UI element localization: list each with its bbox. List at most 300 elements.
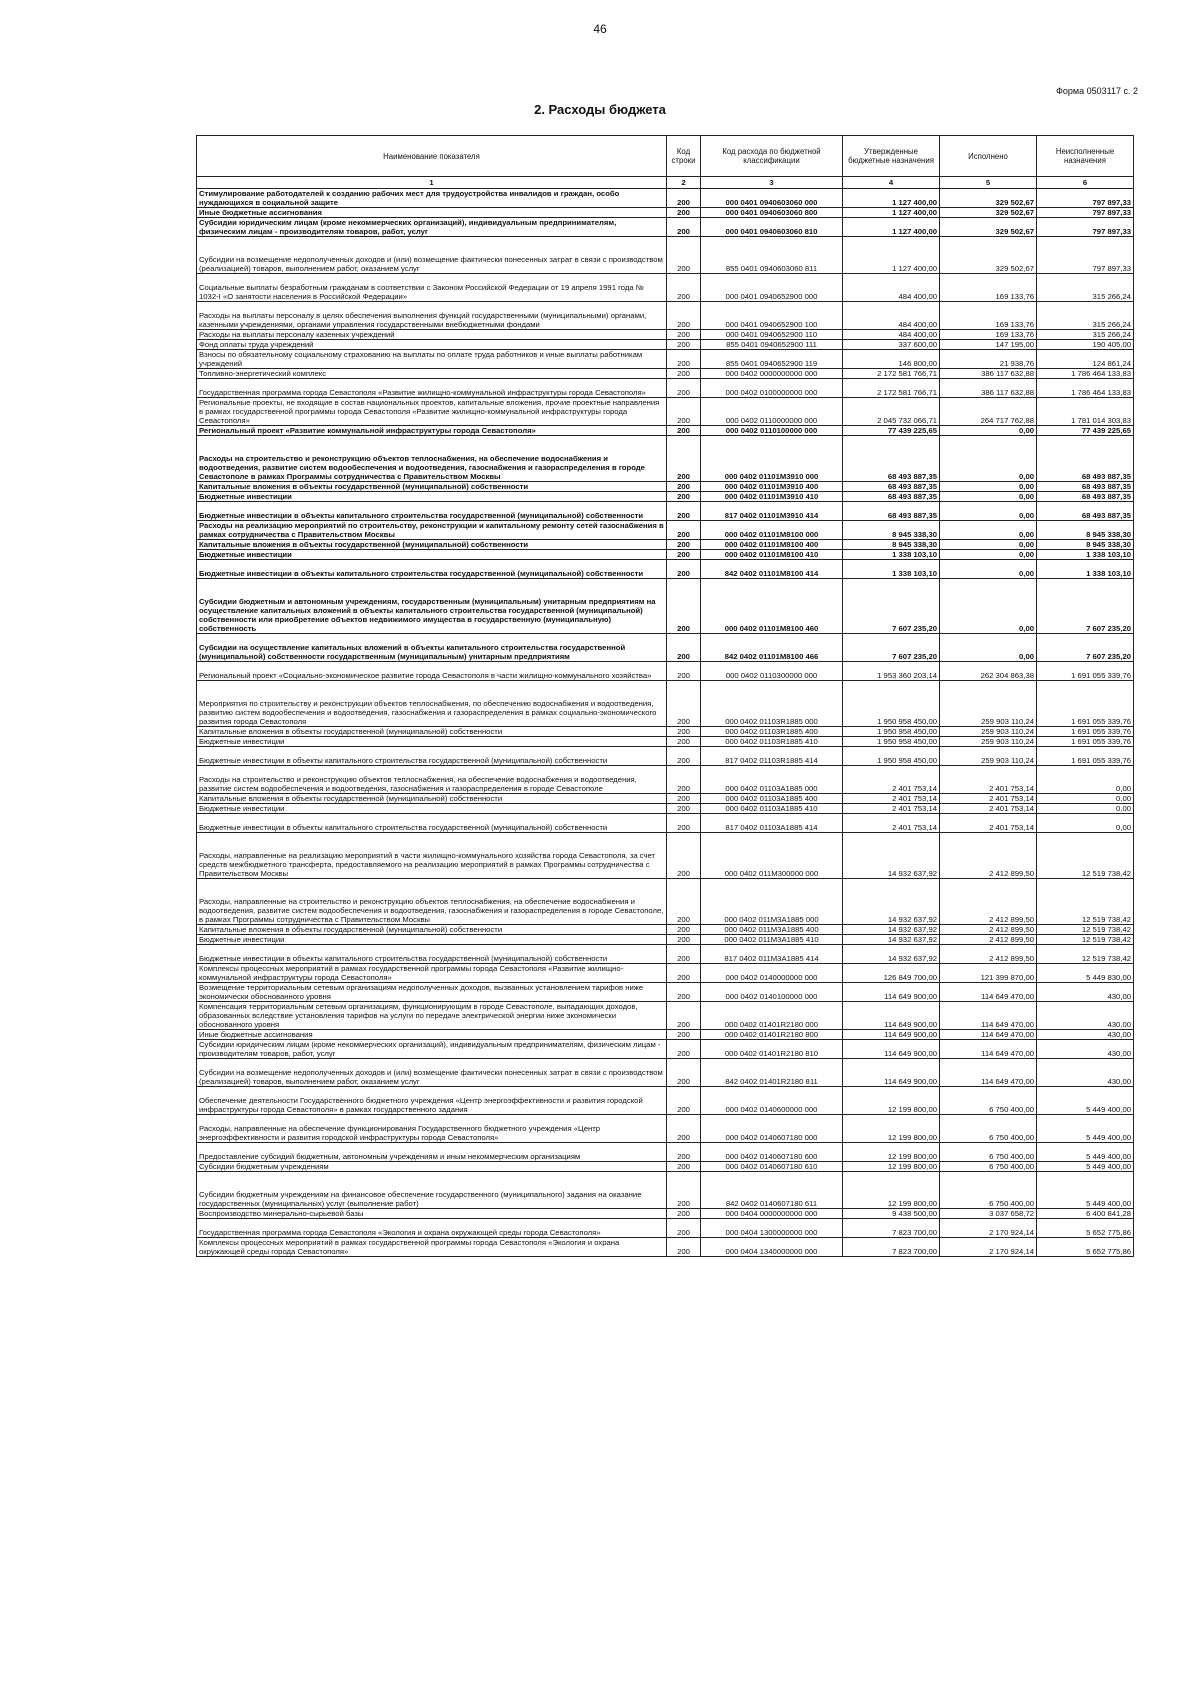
row-unexecuted-cell: 5 449 400,00 xyxy=(1037,1115,1134,1143)
row-unexecuted-cell: 1 781 014 303,83 xyxy=(1037,398,1134,426)
row-name-cell: Региональный проект «Развитие коммунальной инфраструктуры города Севастополя» xyxy=(197,426,667,436)
row-line-code-cell: 200 xyxy=(667,727,701,737)
table-row xyxy=(197,208,1134,218)
row-approved-cell: 484 400,00 xyxy=(843,274,940,302)
table-row xyxy=(197,1238,1134,1257)
table-row xyxy=(197,330,1134,340)
row-approved-cell: 7 607 235,20 xyxy=(843,634,940,662)
row-executed-cell: 114 649 470,00 xyxy=(940,1030,1037,1040)
row-approved-cell: 2 045 732 066,71 xyxy=(843,398,940,426)
row-unexecuted-cell: 430,00 xyxy=(1037,1030,1134,1040)
row-expense-code-cell: 000 0402 01103А1885 400 xyxy=(701,794,843,804)
row-name-cell: Бюджетные инвестиции xyxy=(197,550,667,560)
row-expense-code-cell: 855 0401 0940603060 811 xyxy=(701,237,843,274)
row-expense-code-cell: 000 0402 01101М8100 460 xyxy=(701,579,843,634)
row-executed-cell: 0,00 xyxy=(940,521,1037,540)
row-line-code-cell: 200 xyxy=(667,189,701,208)
row-name-cell: Субсидии бюджетным учреждениям xyxy=(197,1162,667,1172)
table-row xyxy=(197,398,1134,426)
row-executed-cell: 114 649 470,00 xyxy=(940,1040,1037,1059)
row-line-code-cell: 200 xyxy=(667,814,701,833)
table-row xyxy=(197,350,1134,369)
row-line-code-cell: 200 xyxy=(667,804,701,814)
table-row xyxy=(197,1219,1134,1238)
row-line-code-cell: 200 xyxy=(667,925,701,935)
row-approved-cell: 1 127 400,00 xyxy=(843,218,940,237)
row-executed-cell: 6 750 400,00 xyxy=(940,1115,1037,1143)
row-line-code-cell: 200 xyxy=(667,560,701,579)
row-expense-code-cell: 000 0402 01101М8100 000 xyxy=(701,521,843,540)
row-approved-cell: 1 127 400,00 xyxy=(843,237,940,274)
row-unexecuted-cell: 430,00 xyxy=(1037,1002,1134,1030)
row-approved-cell: 114 649 900,00 xyxy=(843,983,940,1002)
row-name-cell: Субсидии бюджетным и автономным учреждениям, государственным (муниципальным) унитарным предприятиям на осуществление капитальных вложений в объекты капитального строительства государственной (муниципальной) собственности или приобретение объектов недвижимого имущества в государственную (муниципальную) собственность xyxy=(197,579,667,634)
row-unexecuted-cell: 797 897,33 xyxy=(1037,237,1134,274)
row-executed-cell: 169 133,76 xyxy=(940,274,1037,302)
row-approved-cell: 1 950 958 450,00 xyxy=(843,737,940,747)
row-approved-cell: 1 950 958 450,00 xyxy=(843,727,940,737)
row-line-code-cell: 200 xyxy=(667,482,701,492)
row-executed-cell: 329 502,67 xyxy=(940,189,1037,208)
row-unexecuted-cell: 430,00 xyxy=(1037,983,1134,1002)
row-name-cell: Бюджетные инвестиции в объекты капитального строительства государственной (муниципальной) собственности xyxy=(197,814,667,833)
row-line-code-cell: 200 xyxy=(667,1143,701,1162)
row-line-code-cell: 200 xyxy=(667,1040,701,1059)
row-expense-code-cell: 000 0402 01103А1885 410 xyxy=(701,804,843,814)
row-expense-code-cell: 000 0402 011М3А1885 000 xyxy=(701,879,843,925)
row-expense-code-cell: 817 0402 01103R1885 414 xyxy=(701,747,843,766)
row-approved-cell: 68 493 887,35 xyxy=(843,436,940,482)
row-name-cell: Бюджетные инвестиции xyxy=(197,492,667,502)
row-name-cell: Капитальные вложения в объекты государственной (муниципальной) собственности xyxy=(197,794,667,804)
row-executed-cell: 0,00 xyxy=(940,426,1037,436)
row-unexecuted-cell: 8 945 338,30 xyxy=(1037,521,1134,540)
header-executed: Исполнено xyxy=(940,136,1037,177)
table-row xyxy=(197,521,1134,540)
row-approved-cell: 12 199 800,00 xyxy=(843,1087,940,1115)
row-unexecuted-cell: 1 786 464 133,83 xyxy=(1037,369,1134,379)
table-row xyxy=(197,492,1134,502)
header-line-code: Код строки xyxy=(667,136,701,177)
row-approved-cell: 12 199 800,00 xyxy=(843,1162,940,1172)
row-expense-code-cell: 817 0402 011М3А1885 414 xyxy=(701,945,843,964)
row-line-code-cell: 200 xyxy=(667,350,701,369)
row-unexecuted-cell: 0,00 xyxy=(1037,814,1134,833)
row-executed-cell: 2 412 899,50 xyxy=(940,945,1037,964)
row-executed-cell: 2 401 753,14 xyxy=(940,766,1037,794)
table-row xyxy=(197,302,1134,330)
row-name-cell: Расходы, направленные на обеспечение функционирования Государственного бюджетного учреждения «Центр энергоэффективности и развития городской инфраструктуры города Севастополя» xyxy=(197,1115,667,1143)
row-expense-code-cell: 000 0402 0140600000 000 xyxy=(701,1087,843,1115)
row-line-code-cell: 200 xyxy=(667,274,701,302)
row-name-cell: Расходы на выплаты персоналу казенных учреждений xyxy=(197,330,667,340)
row-executed-cell: 169 133,76 xyxy=(940,330,1037,340)
expenses-table xyxy=(196,135,1134,1257)
table-row xyxy=(197,189,1134,208)
row-executed-cell: 121 399 870,00 xyxy=(940,964,1037,983)
row-executed-cell: 114 649 470,00 xyxy=(940,1002,1037,1030)
row-unexecuted-cell: 1 786 464 133,83 xyxy=(1037,379,1134,398)
header-approved: Утвержденные бюджетные назначения xyxy=(843,136,940,177)
row-unexecuted-cell: 1 691 055 339,76 xyxy=(1037,662,1134,681)
row-name-cell: Капитальные вложения в объекты государственной (муниципальной) собственности xyxy=(197,727,667,737)
row-expense-code-cell: 000 0402 0110100000 000 xyxy=(701,426,843,436)
table-row xyxy=(197,1143,1134,1162)
row-expense-code-cell: 000 0402 01103R1885 400 xyxy=(701,727,843,737)
row-approved-cell: 1 950 958 450,00 xyxy=(843,681,940,727)
table-row xyxy=(197,833,1134,879)
row-unexecuted-cell: 430,00 xyxy=(1037,1040,1134,1059)
page-number: 46 xyxy=(593,22,607,36)
row-name-cell: Региональные проекты, не входящие в состав национальных проектов, капитальные вложения, прочие проектные направления в рамках государственной программы города Севастополя «Развитие жилищно-коммунальной инфраструктуры города Севастополя» xyxy=(197,398,667,426)
row-unexecuted-cell: 190 405,00 xyxy=(1037,340,1134,350)
row-approved-cell: 1 950 958 450,00 xyxy=(843,747,940,766)
row-unexecuted-cell: 430,00 xyxy=(1037,1059,1134,1087)
table-header-row xyxy=(197,136,1134,177)
row-executed-cell: 0,00 xyxy=(940,502,1037,521)
row-expense-code-cell: 000 0402 01103R1885 000 xyxy=(701,681,843,727)
row-line-code-cell: 200 xyxy=(667,550,701,560)
row-approved-cell: 337 600,00 xyxy=(843,340,940,350)
row-line-code-cell: 200 xyxy=(667,398,701,426)
row-expense-code-cell: 000 0402 01101М3910 000 xyxy=(701,436,843,482)
row-name-cell: Социальные выплаты безработным гражданам в соответствии с Законом Российской Федерации от 19 апреля 1991 года № 1032-I «О занятости населения в Российской Федерации» xyxy=(197,274,667,302)
row-unexecuted-cell: 1 338 103,10 xyxy=(1037,550,1134,560)
row-name-cell: Расходы, направленные на строительство и реконструкцию объектов теплоснабжения, на обеспечение водоснабжения и водоотведения, развитие систем водообеспечения и водоотведения, газоснабжения и газораспределения в городе Севастополе, в рамках Программы сотрудничества с Правительством Москвы xyxy=(197,879,667,925)
row-line-code-cell: 200 xyxy=(667,1162,701,1172)
row-line-code-cell: 200 xyxy=(667,218,701,237)
row-expense-code-cell: 855 0401 0940652900 119 xyxy=(701,350,843,369)
row-unexecuted-cell: 5 449 400,00 xyxy=(1037,1162,1134,1172)
row-executed-cell: 386 117 632,88 xyxy=(940,379,1037,398)
row-line-code-cell: 200 xyxy=(667,983,701,1002)
row-approved-cell: 1 127 400,00 xyxy=(843,208,940,218)
row-name-cell: Бюджетные инвестиции в объекты капитального строительства государственной (муниципальной) собственности xyxy=(197,945,667,964)
row-executed-cell: 147 195,00 xyxy=(940,340,1037,350)
row-expense-code-cell: 000 0401 0940603060 000 xyxy=(701,189,843,208)
table-row xyxy=(197,579,1134,634)
row-line-code-cell: 200 xyxy=(667,426,701,436)
table-row xyxy=(197,925,1134,935)
row-executed-cell: 21 938,76 xyxy=(940,350,1037,369)
row-approved-cell: 7 823 700,00 xyxy=(843,1219,940,1238)
row-unexecuted-cell: 0,00 xyxy=(1037,804,1134,814)
row-unexecuted-cell: 5 449 400,00 xyxy=(1037,1172,1134,1209)
row-name-cell: Расходы на строительство и реконструкцию объектов теплоснабжения, на обеспечение водоснабжения и водоотведения, развитие систем водообеспечения и водоотведения, газоснабжения и газораспределения в городе Севастополе xyxy=(197,766,667,794)
row-approved-cell: 2 401 753,14 xyxy=(843,766,940,794)
row-name-cell: Капитальные вложения в объекты государственной (муниципальной) собственности xyxy=(197,540,667,550)
column-number-row xyxy=(197,177,1134,189)
row-expense-code-cell: 000 0402 01401R2180 810 xyxy=(701,1040,843,1059)
row-line-code-cell: 200 xyxy=(667,737,701,747)
row-name-cell: Расходы, направленные на реализацию мероприятий в части жилищно-коммунального хозяйства города Севастополя, за счет средств межбюджетного трансферта, предоставляемого на реализацию мероприятий в рамках Программы сотрудничества с Правительством Москвы xyxy=(197,833,667,879)
row-name-cell: Субсидии бюджетным учреждениям на финансовое обеспечение государственного (муниципального) задания на оказание государственных (муниципальных) услуг (выполнение работ) xyxy=(197,1172,667,1209)
row-approved-cell: 14 932 637,92 xyxy=(843,925,940,935)
row-unexecuted-cell: 5 449 830,00 xyxy=(1037,964,1134,983)
row-executed-cell: 2 412 899,50 xyxy=(940,879,1037,925)
row-expense-code-cell: 000 0402 0110300000 000 xyxy=(701,662,843,681)
row-name-cell: Субсидии на осуществление капитальных вложений в объекты капитального строительства государственной (муниципальной) собственности государственным (муниципальным) унитарным предприятиям xyxy=(197,634,667,662)
row-name-cell: Мероприятия по строительству и реконструкции объектов теплоснабжения, по обеспечению водоснабжения и водоотведения, развитию систем водообеспечения и водоотведения, газоснабжения и газораспределения в рамках социально-экономического развития города Севастополя xyxy=(197,681,667,727)
row-unexecuted-cell: 7 607 235,20 xyxy=(1037,634,1134,662)
row-expense-code-cell: 000 0402 0140607180 610 xyxy=(701,1162,843,1172)
table-row xyxy=(197,502,1134,521)
table-row xyxy=(197,935,1134,945)
table-row xyxy=(197,662,1134,681)
row-approved-cell: 68 493 887,35 xyxy=(843,492,940,502)
row-approved-cell: 2 401 753,14 xyxy=(843,804,940,814)
row-line-code-cell: 200 xyxy=(667,1087,701,1115)
table-row xyxy=(197,814,1134,833)
row-line-code-cell: 200 xyxy=(667,208,701,218)
row-line-code-cell: 200 xyxy=(667,945,701,964)
row-name-cell: Бюджетные инвестиции xyxy=(197,935,667,945)
row-expense-code-cell: 000 0401 0940603060 800 xyxy=(701,208,843,218)
header-expense-code: Код расхода по бюджетной классификации xyxy=(701,136,843,177)
row-line-code-cell: 200 xyxy=(667,340,701,350)
table-row xyxy=(197,634,1134,662)
row-unexecuted-cell: 797 897,33 xyxy=(1037,189,1134,208)
table-row xyxy=(197,560,1134,579)
row-expense-code-cell: 000 0404 1340000000 000 xyxy=(701,1238,843,1257)
row-approved-cell: 7 823 700,00 xyxy=(843,1238,940,1257)
row-name-cell: Обеспечение деятельности Государственного бюджетного учреждения «Центр энергоэффективности и развития городской инфраструктуры города Севастополя» в рамках государственного задания xyxy=(197,1087,667,1115)
row-expense-code-cell: 000 0402 01103А1885 000 xyxy=(701,766,843,794)
row-executed-cell: 0,00 xyxy=(940,550,1037,560)
column-number: 3 xyxy=(701,177,843,189)
row-expense-code-cell: 000 0401 0940652900 110 xyxy=(701,330,843,340)
row-expense-code-cell: 842 0402 01401R2180 811 xyxy=(701,1059,843,1087)
row-executed-cell: 2 401 753,14 xyxy=(940,804,1037,814)
row-executed-cell: 0,00 xyxy=(940,634,1037,662)
row-name-cell: Субсидии на возмещение недополученных доходов и (или) возмещение фактически понесенных затрат в связи с производством (реализацией) товаров, выполнением работ, оказанием услуг xyxy=(197,1059,667,1087)
row-executed-cell: 2 170 924,14 xyxy=(940,1219,1037,1238)
row-executed-cell: 0,00 xyxy=(940,436,1037,482)
row-unexecuted-cell: 6 400 841,28 xyxy=(1037,1209,1134,1219)
row-unexecuted-cell: 12 519 738,42 xyxy=(1037,935,1134,945)
row-expense-code-cell: 000 0402 0140100000 000 xyxy=(701,983,843,1002)
row-executed-cell: 259 903 110,24 xyxy=(940,747,1037,766)
row-line-code-cell: 200 xyxy=(667,237,701,274)
row-expense-code-cell: 000 0402 01101М8100 400 xyxy=(701,540,843,550)
column-number: 6 xyxy=(1037,177,1134,189)
column-number: 4 xyxy=(843,177,940,189)
row-line-code-cell: 200 xyxy=(667,502,701,521)
row-unexecuted-cell: 12 519 738,42 xyxy=(1037,833,1134,879)
row-approved-cell: 14 932 637,92 xyxy=(843,945,940,964)
row-unexecuted-cell: 315 266,24 xyxy=(1037,274,1134,302)
table-row xyxy=(197,1002,1134,1030)
table-row xyxy=(197,426,1134,436)
table-row xyxy=(197,379,1134,398)
row-line-code-cell: 200 xyxy=(667,521,701,540)
row-approved-cell: 14 932 637,92 xyxy=(843,935,940,945)
row-executed-cell: 6 750 400,00 xyxy=(940,1087,1037,1115)
table-row xyxy=(197,1172,1134,1209)
row-name-cell: Региональный проект «Социально-экономическое развитие города Севастополя в части жилищно-коммунального хозяйства» xyxy=(197,662,667,681)
row-expense-code-cell: 000 0402 011М3А1885 400 xyxy=(701,925,843,935)
row-line-code-cell: 200 xyxy=(667,1059,701,1087)
column-number: 5 xyxy=(940,177,1037,189)
row-unexecuted-cell: 315 266,24 xyxy=(1037,302,1134,330)
row-executed-cell: 114 649 470,00 xyxy=(940,1059,1037,1087)
row-approved-cell: 484 400,00 xyxy=(843,330,940,340)
row-line-code-cell: 200 xyxy=(667,1030,701,1040)
row-executed-cell: 262 304 863,38 xyxy=(940,662,1037,681)
row-approved-cell: 77 439 225,65 xyxy=(843,426,940,436)
table-row xyxy=(197,1209,1134,1219)
row-line-code-cell: 200 xyxy=(667,662,701,681)
row-executed-cell: 329 502,67 xyxy=(940,237,1037,274)
row-unexecuted-cell: 68 493 887,35 xyxy=(1037,436,1134,482)
row-approved-cell: 146 800,00 xyxy=(843,350,940,369)
table-row xyxy=(197,681,1134,727)
row-expense-code-cell: 000 0401 0940652900 100 xyxy=(701,302,843,330)
row-executed-cell: 329 502,67 xyxy=(940,218,1037,237)
row-executed-cell: 2 170 924,14 xyxy=(940,1238,1037,1257)
row-name-cell: Субсидии юридическим лицам (кроме некоммерческих организаций), индивидуальным предпринимателям, физическим лицам - производителям товаров, работ, услуг xyxy=(197,1040,667,1059)
column-number: 1 xyxy=(197,177,667,189)
row-unexecuted-cell: 315 266,24 xyxy=(1037,330,1134,340)
table-row xyxy=(197,1162,1134,1172)
row-line-code-cell: 200 xyxy=(667,302,701,330)
row-unexecuted-cell: 0,00 xyxy=(1037,794,1134,804)
row-name-cell: Субсидии на возмещение недополученных доходов и (или) возмещение фактически понесенных затрат в связи с производством (реализацией) товаров, выполнением работ, оказанием услуг xyxy=(197,237,667,274)
row-line-code-cell: 200 xyxy=(667,1238,701,1257)
row-unexecuted-cell: 7 607 235,20 xyxy=(1037,579,1134,634)
row-approved-cell: 1 953 360 203,14 xyxy=(843,662,940,681)
row-unexecuted-cell: 124 861,24 xyxy=(1037,350,1134,369)
column-number: 2 xyxy=(667,177,701,189)
row-name-cell: Государственная программа города Севастополя «Развитие жилищно-коммунальной инфраструктуры города Севастополя» xyxy=(197,379,667,398)
row-executed-cell: 6 750 400,00 xyxy=(940,1162,1037,1172)
row-line-code-cell: 200 xyxy=(667,1209,701,1219)
row-expense-code-cell: 000 0402 01101М3910 410 xyxy=(701,492,843,502)
row-expense-code-cell: 000 0402 0100000000 000 xyxy=(701,379,843,398)
row-line-code-cell: 200 xyxy=(667,766,701,794)
table-row xyxy=(197,540,1134,550)
row-expense-code-cell: 000 0402 0110000000 000 xyxy=(701,398,843,426)
row-expense-code-cell: 000 0402 011М300000 000 xyxy=(701,833,843,879)
row-name-cell: Государственная программа города Севастополя «Экология и охрана окружающей среды города Севастополя» xyxy=(197,1219,667,1238)
row-expense-code-cell: 842 0402 01101М8100 466 xyxy=(701,634,843,662)
row-unexecuted-cell: 68 493 887,35 xyxy=(1037,482,1134,492)
row-approved-cell: 8 945 338,30 xyxy=(843,521,940,540)
row-name-cell: Комплексы процессных мероприятий в рамках государственной программы города Севастополя «Экология и охрана окружающей среды города Севастополя» xyxy=(197,1238,667,1257)
table-row xyxy=(197,340,1134,350)
row-unexecuted-cell: 5 449 400,00 xyxy=(1037,1143,1134,1162)
row-expense-code-cell: 000 0402 01101М3910 400 xyxy=(701,482,843,492)
row-approved-cell: 12 199 800,00 xyxy=(843,1172,940,1209)
table-row xyxy=(197,482,1134,492)
table-row xyxy=(197,727,1134,737)
row-expense-code-cell: 817 0402 01103А1885 414 xyxy=(701,814,843,833)
row-approved-cell: 12 199 800,00 xyxy=(843,1143,940,1162)
row-line-code-cell: 200 xyxy=(667,492,701,502)
row-expense-code-cell: 000 0402 0000000000 000 xyxy=(701,369,843,379)
table-row xyxy=(197,550,1134,560)
row-line-code-cell: 200 xyxy=(667,964,701,983)
row-unexecuted-cell: 68 493 887,35 xyxy=(1037,492,1134,502)
row-name-cell: Бюджетные инвестиции в объекты капитального строительства государственной (муниципальной) собственности xyxy=(197,502,667,521)
row-line-code-cell: 200 xyxy=(667,540,701,550)
row-expense-code-cell: 000 0404 0000000000 000 xyxy=(701,1209,843,1219)
header-unexecuted: Неисполненные назначения xyxy=(1037,136,1134,177)
table-row xyxy=(197,1030,1134,1040)
row-executed-cell: 329 502,67 xyxy=(940,208,1037,218)
row-approved-cell: 68 493 887,35 xyxy=(843,482,940,492)
row-unexecuted-cell: 5 652 775,86 xyxy=(1037,1219,1134,1238)
row-executed-cell: 114 649 470,00 xyxy=(940,983,1037,1002)
row-expense-code-cell: 817 0402 01101М3910 414 xyxy=(701,502,843,521)
form-code: Форма 0503117 с. 2 xyxy=(1056,86,1138,96)
row-approved-cell: 1 338 103,10 xyxy=(843,550,940,560)
row-expense-code-cell: 000 0402 0140000000 000 xyxy=(701,964,843,983)
page-title: 2. Расходы бюджета xyxy=(534,102,666,117)
row-approved-cell: 1 338 103,10 xyxy=(843,560,940,579)
row-name-cell: Воспроизводство минерально-сырьевой базы xyxy=(197,1209,667,1219)
row-line-code-cell: 200 xyxy=(667,1219,701,1238)
row-executed-cell: 259 903 110,24 xyxy=(940,727,1037,737)
row-unexecuted-cell: 1 691 055 339,76 xyxy=(1037,737,1134,747)
row-expense-code-cell: 000 0402 01401R2180 800 xyxy=(701,1030,843,1040)
table-row xyxy=(197,804,1134,814)
row-unexecuted-cell: 5 449 400,00 xyxy=(1037,1087,1134,1115)
row-executed-cell: 386 117 632,88 xyxy=(940,369,1037,379)
row-expense-code-cell: 000 0402 01103R1885 410 xyxy=(701,737,843,747)
row-name-cell: Капитальные вложения в объекты государственной (муниципальной) собственности xyxy=(197,925,667,935)
row-name-cell: Бюджетные инвестиции xyxy=(197,737,667,747)
row-approved-cell: 8 945 338,30 xyxy=(843,540,940,550)
row-unexecuted-cell: 797 897,33 xyxy=(1037,218,1134,237)
row-name-cell: Капитальные вложения в объекты государственной (муниципальной) собственности xyxy=(197,482,667,492)
row-unexecuted-cell: 8 945 338,30 xyxy=(1037,540,1134,550)
row-approved-cell: 1 127 400,00 xyxy=(843,189,940,208)
row-approved-cell: 114 649 900,00 xyxy=(843,1030,940,1040)
row-executed-cell: 2 401 753,14 xyxy=(940,814,1037,833)
row-expense-code-cell: 000 0402 01401R2180 000 xyxy=(701,1002,843,1030)
row-name-cell: Субсидии юридическим лицам (кроме некоммерческих организаций), индивидуальным предпринимателям, физическим лицам - производителям товаров, работ, услуг xyxy=(197,218,667,237)
row-executed-cell: 0,00 xyxy=(940,492,1037,502)
row-approved-cell: 114 649 900,00 xyxy=(843,1059,940,1087)
row-approved-cell: 126 849 700,00 xyxy=(843,964,940,983)
row-line-code-cell: 200 xyxy=(667,1115,701,1143)
row-line-code-cell: 200 xyxy=(667,579,701,634)
row-approved-cell: 9 438 500,00 xyxy=(843,1209,940,1219)
row-name-cell: Бюджетные инвестиции xyxy=(197,804,667,814)
row-name-cell: Стимулирование работодателей к созданию рабочих мест для трудоустройства инвалидов и граждан, особо нуждающихся в социальной защите xyxy=(197,189,667,208)
row-approved-cell: 14 932 637,92 xyxy=(843,879,940,925)
row-executed-cell: 2 412 899,50 xyxy=(940,833,1037,879)
row-approved-cell: 2 172 581 766,71 xyxy=(843,379,940,398)
row-approved-cell: 12 199 800,00 xyxy=(843,1115,940,1143)
table-row xyxy=(197,1059,1134,1087)
table-row xyxy=(197,945,1134,964)
table-row xyxy=(197,964,1134,983)
row-name-cell: Иные бюджетные ассигнования xyxy=(197,1030,667,1040)
row-approved-cell: 68 493 887,35 xyxy=(843,502,940,521)
row-name-cell: Комплексы процессных мероприятий в рамках государственной программы города Севастополя «Развитие жилищно-коммунальной инфраструктуры города Севастополя» xyxy=(197,964,667,983)
row-name-cell: Фонд оплаты труда учреждений xyxy=(197,340,667,350)
row-executed-cell: 264 717 762,88 xyxy=(940,398,1037,426)
table-row xyxy=(197,766,1134,794)
row-expense-code-cell: 842 0402 0140607180 611 xyxy=(701,1172,843,1209)
row-expense-code-cell: 000 0401 0940652900 000 xyxy=(701,274,843,302)
table-row xyxy=(197,747,1134,766)
row-approved-cell: 7 607 235,20 xyxy=(843,579,940,634)
row-executed-cell: 0,00 xyxy=(940,579,1037,634)
row-executed-cell: 259 903 110,24 xyxy=(940,681,1037,727)
